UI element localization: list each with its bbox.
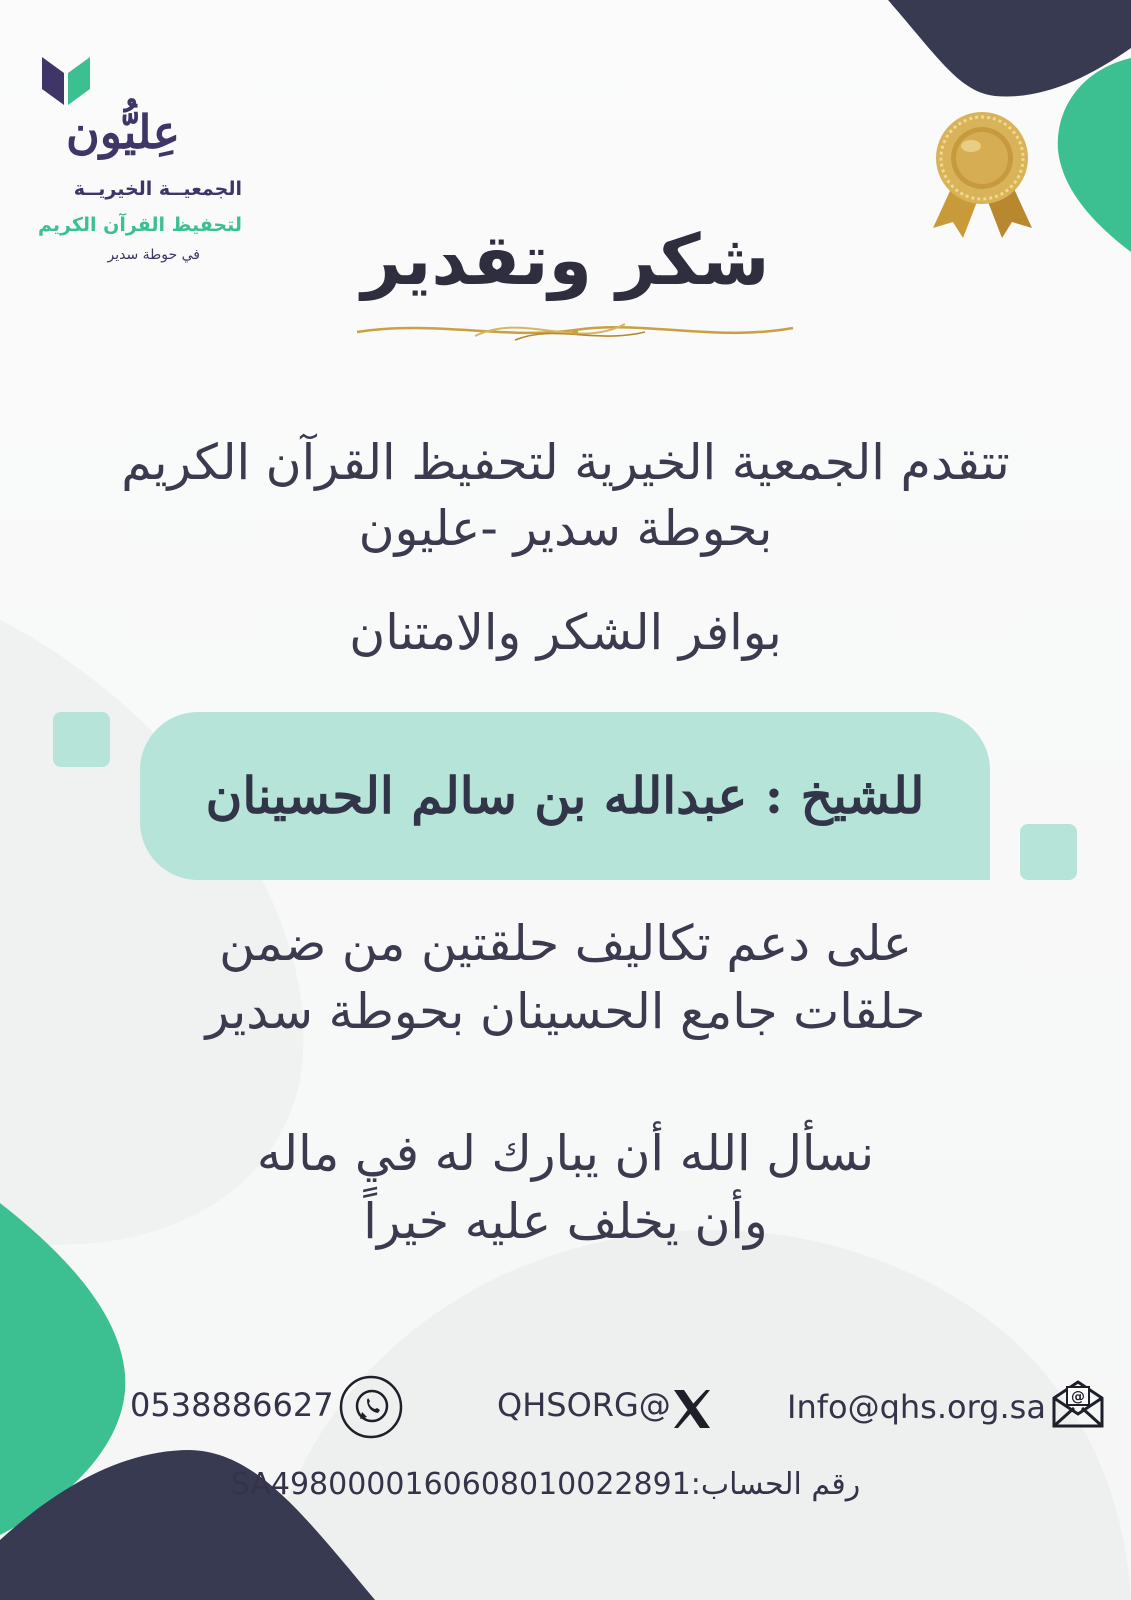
x-handle[interactable]: QHSORG@	[497, 1386, 671, 1424]
gold-flourish-divider	[355, 310, 795, 354]
decorative-square	[53, 712, 110, 767]
intro-line1: تتقدم الجمعية الخيرية لتحفيظ القرآن الكريم	[121, 434, 1010, 491]
intro-line2: بحوطة سدير -عليون	[358, 500, 773, 557]
phone-number[interactable]: 0538886627	[130, 1386, 334, 1424]
thanks-text: بوافر الشكر والامتنان	[349, 604, 782, 661]
reason-line1: على دعم تكاليف حلقتين من ضمن	[219, 915, 912, 972]
reason-text	[0, 910, 1131, 1046]
logo-name: عِليُّون	[65, 105, 181, 159]
intro-text	[0, 430, 1131, 562]
whatsapp-icon[interactable]	[338, 1374, 404, 1440]
x-logo-icon[interactable]	[672, 1388, 712, 1430]
envelope-icon[interactable]	[1050, 1378, 1106, 1430]
account-number: رقم الحساب:SA4980000160608010022891	[230, 1467, 861, 1502]
email-address[interactable]: Info@qhs.org.sa	[787, 1388, 1046, 1426]
logo-org-line3: في حوطة سدير	[107, 247, 200, 263]
certificate-title: شكر وتقدير	[361, 219, 770, 301]
logo-org-line1: الجمعيــة الخيريــة	[73, 178, 242, 200]
recipient-name: للشيخ : عبدالله بن سالم الحسينان	[205, 766, 925, 825]
book-icon	[40, 55, 92, 107]
reason-line2: حلقات جامع الحسينان بحوطة سدير	[205, 983, 926, 1040]
prayer-text	[0, 1120, 1131, 1256]
prayer-line1: نسأل الله أن يبارك له في ماله	[256, 1125, 875, 1182]
logo-org-line2: لتحفيظ القرآن الكريم	[37, 214, 242, 236]
svg-text:@: @	[1071, 1389, 1085, 1405]
decorative-square	[1020, 824, 1077, 880]
prayer-line2: وأن يخلف عليه خيراً	[363, 1193, 768, 1250]
